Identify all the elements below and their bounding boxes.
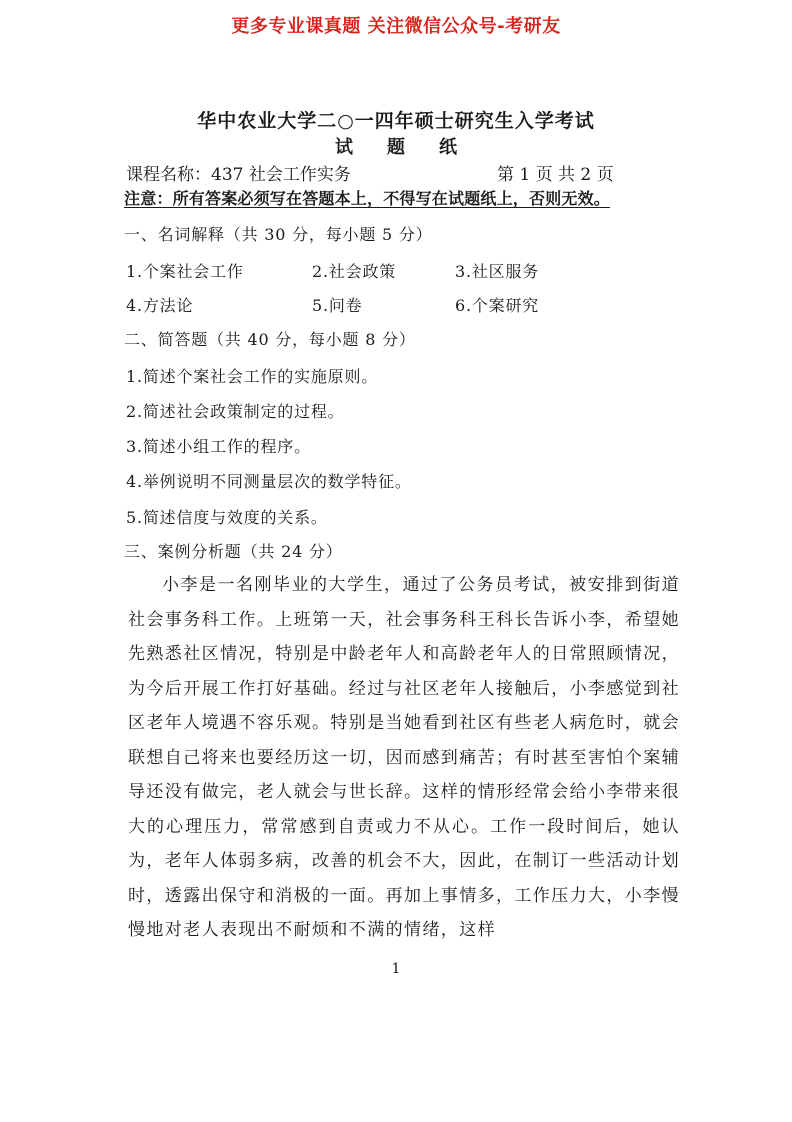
paper-title-char: 纸: [439, 137, 457, 158]
question-item: 1.简述个案社会工作的实施原则。: [126, 367, 379, 386]
paper-title-char: 题: [387, 137, 405, 158]
page-number: 1: [391, 961, 401, 977]
case-paragraph: 小李是一名刚毕业的大学生，通过了公务员考试，被安排到街道社会事务科工作。上班第一天，社会事务科王科长告诉小李，希望她先熟悉社区情况，特别是中龄老年人和高龄老年人的日常照顾情况，为今后开展工作打好基础。经过与社区老年人接触后，小李感觉到社区老年人境遇不容乐观。特别是当她看到社区有些老人病危时，就会联想自己将来也要经历这一切，因而感到痛苦；有时甚至害怕个案辅导还没有做完，老人就会与世长辞。这样的情形经常会给小李带来很大的心理压力，常常感到自责或力不从心。工作一段时间后，她认为，老年人体弱多病，改善的机会不大，因此，在制订一些活动计划时，透露出保守和消极的一面。再加上事情多，工作压力大，小李慢慢地对老人表现出不耐烦和不满的情绪，这样: [128, 575, 680, 940]
term-item: 2.社会政策: [312, 262, 397, 281]
page-info: 第 1 页 共 2 页: [497, 165, 614, 185]
question-item: 3.简述小组工作的程序。: [126, 437, 311, 456]
promo-banner: 更多专业课真题 关注微信公众号-考研友: [231, 16, 561, 37]
term-item: 6.个案研究: [455, 296, 540, 315]
question-item: 2.简述社会政策制定的过程。: [126, 402, 345, 421]
question-item: 5.简述信度与效度的关系。: [126, 508, 328, 527]
term-item: 5.问卷: [312, 296, 363, 315]
term-item: 4.方法论: [126, 296, 194, 315]
section-3-heading: 三、案例分析题（共 24 分）: [124, 542, 343, 561]
term-item: 1.个案社会工作: [126, 262, 244, 281]
term-item: 3.社区服务: [455, 262, 540, 281]
question-item: 4.举例说明不同测量层次的数学特征。: [126, 472, 412, 491]
exam-notice: 注意：所有答案必须写在答题本上，不得写在试题纸上，否则无效。: [124, 189, 611, 208]
section-2-heading: 二、简答题（共 40 分，每小题 8 分）: [124, 330, 416, 349]
paper-title: [0, 133, 792, 159]
section-1-heading: 一、名词解释（共 30 分，每小题 5 分）: [124, 225, 433, 244]
paper-title-char: 试: [335, 137, 353, 158]
exam-school-title: 华中农业大学二○一四年硕士研究生入学考试: [197, 110, 595, 132]
course-name: 课程名称：437 社会工作实务: [126, 165, 351, 185]
